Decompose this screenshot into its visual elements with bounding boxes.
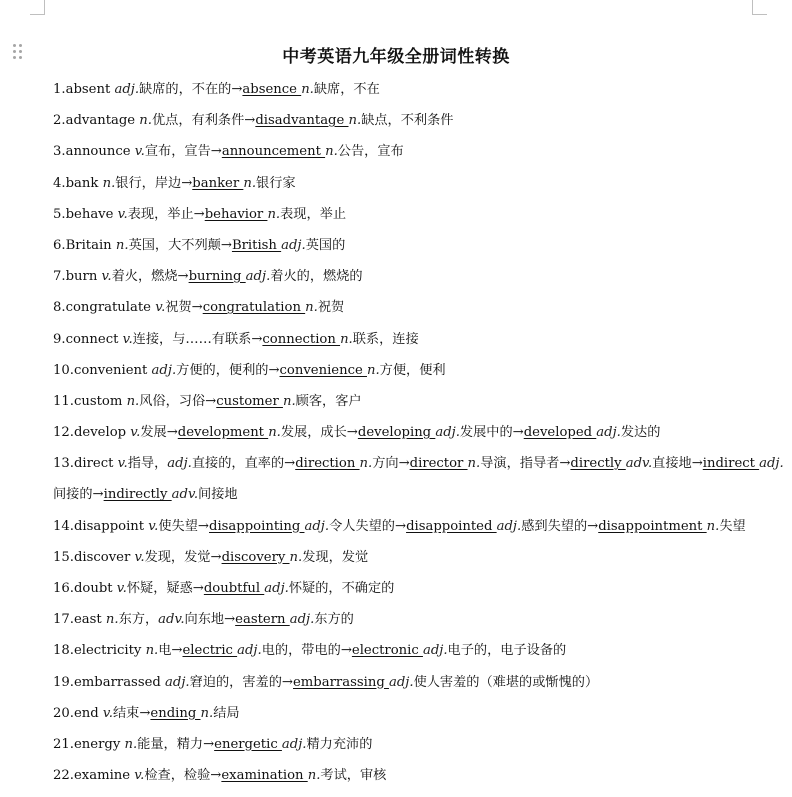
entry-text: 结束→ xyxy=(112,705,151,721)
entry-text: 缺席，不在 xyxy=(313,82,380,97)
part-of-speech: n. xyxy=(305,300,318,316)
derived-word: electronic xyxy=(351,643,423,659)
part-of-speech: v. xyxy=(130,425,141,441)
list-item xyxy=(53,142,753,173)
entry-text: 5.behave xyxy=(53,206,118,222)
entry-text: 宣布，宣告→ xyxy=(144,144,222,160)
derived-word: electric xyxy=(182,643,238,659)
entry-text: 1.absent xyxy=(53,82,115,97)
list-item xyxy=(53,423,753,454)
entry-text: 精力充沛的 xyxy=(306,736,373,752)
entry-text: 怀疑，疑惑→ xyxy=(126,581,204,596)
entry-text: 22.examine xyxy=(53,768,135,784)
entry-text: 表现，举止 xyxy=(280,206,347,222)
entry-text: 英国的 xyxy=(305,237,346,253)
part-of-speech: adj. xyxy=(167,456,192,472)
entry-text: 顾客，客户 xyxy=(295,393,362,409)
entry-text: 电子的，电子设备的 xyxy=(447,643,567,659)
part-of-speech: v. xyxy=(134,549,145,565)
derived-word: eastern xyxy=(235,612,290,628)
part-of-speech: n. xyxy=(268,425,281,441)
part-of-speech: n. xyxy=(267,206,281,222)
entry-text: 发展，成长→ xyxy=(280,425,358,441)
list-item xyxy=(53,766,753,797)
entry-text: 窘迫的，害羞的→ xyxy=(189,674,293,690)
entry-text: 缺点，不利条件 xyxy=(361,113,454,129)
list-item xyxy=(53,579,753,610)
entry-text: 15.discover xyxy=(53,549,135,565)
part-of-speech: n. xyxy=(200,705,214,721)
part-of-speech: n. xyxy=(348,113,362,129)
part-of-speech: adj. xyxy=(435,425,460,441)
derived-word: directly xyxy=(570,456,626,472)
derived-word: doubtful xyxy=(203,581,265,596)
entry-text: 3.announce xyxy=(53,144,135,160)
part-of-speech: n. xyxy=(102,175,116,191)
part-of-speech: adj. xyxy=(388,674,414,690)
derived-word: congratulation xyxy=(202,300,306,316)
part-of-speech: n. xyxy=(105,612,119,628)
list-item xyxy=(53,454,784,485)
derived-word: development xyxy=(177,425,269,441)
entry-text: 感到失望的→ xyxy=(521,518,599,534)
list-item xyxy=(53,174,753,205)
part-of-speech: adj. xyxy=(237,643,262,659)
part-of-speech: adj. xyxy=(281,736,307,752)
part-of-speech: n. xyxy=(467,456,481,472)
entry-text: 发现，发觉→ xyxy=(144,549,222,565)
entry-text: 发达的 xyxy=(620,425,661,441)
entry-text: 6.Britain xyxy=(53,237,116,253)
part-of-speech: v. xyxy=(134,144,145,160)
entry-text: 9.connect xyxy=(53,331,123,347)
entry-text: 指导， xyxy=(127,456,168,472)
list-item xyxy=(53,236,753,267)
entry-text: 结局 xyxy=(213,705,240,721)
part-of-speech: adj. xyxy=(114,82,140,97)
part-of-speech: n. xyxy=(126,393,140,409)
part-of-speech: n. xyxy=(301,82,314,97)
part-of-speech: n. xyxy=(366,362,380,378)
entry-text: 令人失望的→ xyxy=(329,518,407,534)
entry-text: 21.energy xyxy=(53,736,125,752)
entry-text: 18.electricity xyxy=(53,643,146,659)
list-item xyxy=(53,80,753,111)
entry-text: 导演，指导者→ xyxy=(480,456,571,472)
entry-text: 缺席的，不在的→ xyxy=(139,82,243,97)
part-of-speech: v. xyxy=(117,206,128,222)
entry-text: 联系，连接 xyxy=(352,331,419,347)
entry-text: 公告，宣布 xyxy=(337,144,404,160)
entry-text: 19.embarrassed xyxy=(53,674,166,690)
list-item xyxy=(53,641,753,672)
entry-text: 使失望→ xyxy=(158,518,209,534)
derived-word: ending xyxy=(150,705,201,721)
entry-text: 8.congratulate xyxy=(53,300,156,316)
part-of-speech: v. xyxy=(102,705,113,721)
part-of-speech: n. xyxy=(145,643,159,659)
part-of-speech: n. xyxy=(289,549,303,565)
entry-text: 17.east xyxy=(53,612,106,628)
derived-word: developed xyxy=(523,425,597,441)
part-of-speech: adj. xyxy=(151,362,177,378)
part-of-speech: adj. xyxy=(496,518,522,534)
list-item xyxy=(53,485,753,516)
entry-text: 方便的，便利的→ xyxy=(176,362,280,378)
derived-word: disappointed xyxy=(406,518,497,534)
entry-text: 英国，大不列颠→ xyxy=(128,237,232,253)
entry-text: 11.custom xyxy=(53,393,127,409)
entry-text: 16.doubt xyxy=(53,581,117,596)
entry-text: 向东地→ xyxy=(184,612,236,628)
entry-text: 2.advantage xyxy=(53,113,140,129)
derived-word: direction xyxy=(295,456,360,472)
part-of-speech: v. xyxy=(148,518,159,534)
list-item xyxy=(53,298,753,329)
derived-word: director xyxy=(409,456,468,472)
entry-text: 表现，举止→ xyxy=(127,206,205,222)
entry-text: 银行家 xyxy=(256,175,296,191)
list-item xyxy=(53,673,753,704)
derived-word: embarrassing xyxy=(293,674,389,690)
entry-text: 20.end xyxy=(53,705,103,721)
list-item xyxy=(53,330,753,361)
entry-text: 电→ xyxy=(158,643,183,659)
entry-text: 能量，精力→ xyxy=(137,736,215,752)
part-of-speech: adj. xyxy=(596,425,621,441)
list-item xyxy=(53,361,753,392)
part-of-speech: n. xyxy=(243,175,257,191)
entry-text: 14.disappoint xyxy=(53,518,149,534)
entry-text: 银行，岸边→ xyxy=(115,175,193,191)
entry-text: 直接的，直率的→ xyxy=(191,456,296,472)
part-of-speech: adj. xyxy=(422,643,448,659)
list-item xyxy=(53,735,753,766)
vocabulary-list xyxy=(53,80,784,797)
list-item xyxy=(53,704,753,735)
entry-text: 10.convenient xyxy=(53,362,152,378)
list-item xyxy=(53,111,753,142)
derived-word: indirectly xyxy=(103,487,172,503)
derived-word: disappointing xyxy=(209,518,305,534)
part-of-speech: adj. xyxy=(289,612,315,628)
part-of-speech: n. xyxy=(706,518,720,534)
part-of-speech: n. xyxy=(307,768,321,784)
page-corner-mark-top-right xyxy=(752,0,767,15)
entry-text: 连接，与……有联系→ xyxy=(132,331,263,347)
list-item xyxy=(53,548,753,579)
part-of-speech: n. xyxy=(124,736,138,752)
derived-word: behavior xyxy=(204,206,268,222)
derived-word: discovery xyxy=(221,549,290,565)
part-of-speech: n. xyxy=(325,144,338,160)
entry-text: 失望 xyxy=(719,518,746,534)
derived-word: connection xyxy=(262,331,341,347)
entry-text: 7.burn xyxy=(53,269,102,285)
entry-text: 方向→ xyxy=(372,456,410,472)
derived-word: convenience xyxy=(279,362,367,378)
part-of-speech: n. xyxy=(359,456,373,472)
part-of-speech: adj. xyxy=(759,456,784,472)
entry-text: 13.direct xyxy=(53,456,118,472)
entry-text: 优点，有利条件→ xyxy=(151,113,256,129)
part-of-speech: n. xyxy=(340,331,353,347)
part-of-speech: adv. xyxy=(171,487,199,503)
derived-word: developing xyxy=(357,425,436,441)
entry-text: 着火，燃烧→ xyxy=(111,269,189,285)
entry-text: 发现，发觉 xyxy=(302,549,369,565)
derived-word: examination xyxy=(221,768,308,784)
entry-text: 发展中的→ xyxy=(459,425,524,441)
entry-text: 使人害羞的（难堪的或惭愧的） xyxy=(413,674,599,690)
derived-word: absence xyxy=(242,82,302,97)
part-of-speech: adv. xyxy=(158,612,185,628)
part-of-speech: adj. xyxy=(165,674,190,690)
entry-text: 12.develop xyxy=(53,425,131,441)
list-item xyxy=(53,392,753,423)
entry-text: 东方， xyxy=(118,612,159,628)
entry-text: 怀疑的，不确定的 xyxy=(288,581,395,596)
entry-text: 着火的，燃烧的 xyxy=(270,269,363,285)
part-of-speech: n. xyxy=(282,393,296,409)
list-item xyxy=(53,205,753,236)
part-of-speech: adj. xyxy=(281,237,306,253)
derived-word: banker xyxy=(192,175,244,191)
part-of-speech: adj. xyxy=(264,581,289,596)
entry-text: 风俗，习俗→ xyxy=(139,393,217,409)
derived-word: disadvantage xyxy=(255,113,349,129)
entry-text: 祝贺 xyxy=(317,300,345,316)
derived-word: announcement xyxy=(221,144,326,160)
page-corner-mark-top-left xyxy=(30,0,45,15)
entry-text: 东方的 xyxy=(314,612,354,628)
part-of-speech: v. xyxy=(116,581,127,596)
derived-word: burning xyxy=(188,269,246,285)
entry-text: 间接地 xyxy=(198,487,238,503)
entry-text: 考试，审核 xyxy=(320,768,387,784)
list-item xyxy=(53,267,753,298)
part-of-speech: v. xyxy=(134,768,145,784)
part-of-speech: v. xyxy=(101,269,112,285)
list-item xyxy=(53,610,753,641)
entry-text: 检查，检验→ xyxy=(144,768,222,784)
entry-text: 祝贺→ xyxy=(165,300,203,316)
entry-text: 发展→ xyxy=(140,425,178,441)
part-of-speech: n. xyxy=(139,113,152,129)
part-of-speech: n. xyxy=(115,237,129,253)
derived-word: customer xyxy=(216,393,283,409)
derived-word: indirect xyxy=(702,456,760,472)
entry-text: 4.bank xyxy=(53,175,103,191)
part-of-speech: adv. xyxy=(625,456,653,472)
entry-text: 方便，便利 xyxy=(379,362,446,378)
part-of-speech: v. xyxy=(155,300,166,316)
list-item xyxy=(53,517,753,548)
page-title: 中考英语九年级全册词性转换 xyxy=(282,47,510,67)
entry-text: 直接地→ xyxy=(652,456,703,472)
derived-word: disappointment xyxy=(598,518,707,534)
entry-text: 电的，带电的→ xyxy=(261,643,352,659)
entry-text: 间接的→ xyxy=(53,487,104,503)
derived-word: British xyxy=(231,237,282,253)
derived-word: energetic xyxy=(214,736,282,752)
part-of-speech: adj. xyxy=(304,518,330,534)
part-of-speech: adj. xyxy=(245,269,271,285)
part-of-speech: v. xyxy=(122,331,133,347)
part-of-speech: v. xyxy=(117,456,128,472)
